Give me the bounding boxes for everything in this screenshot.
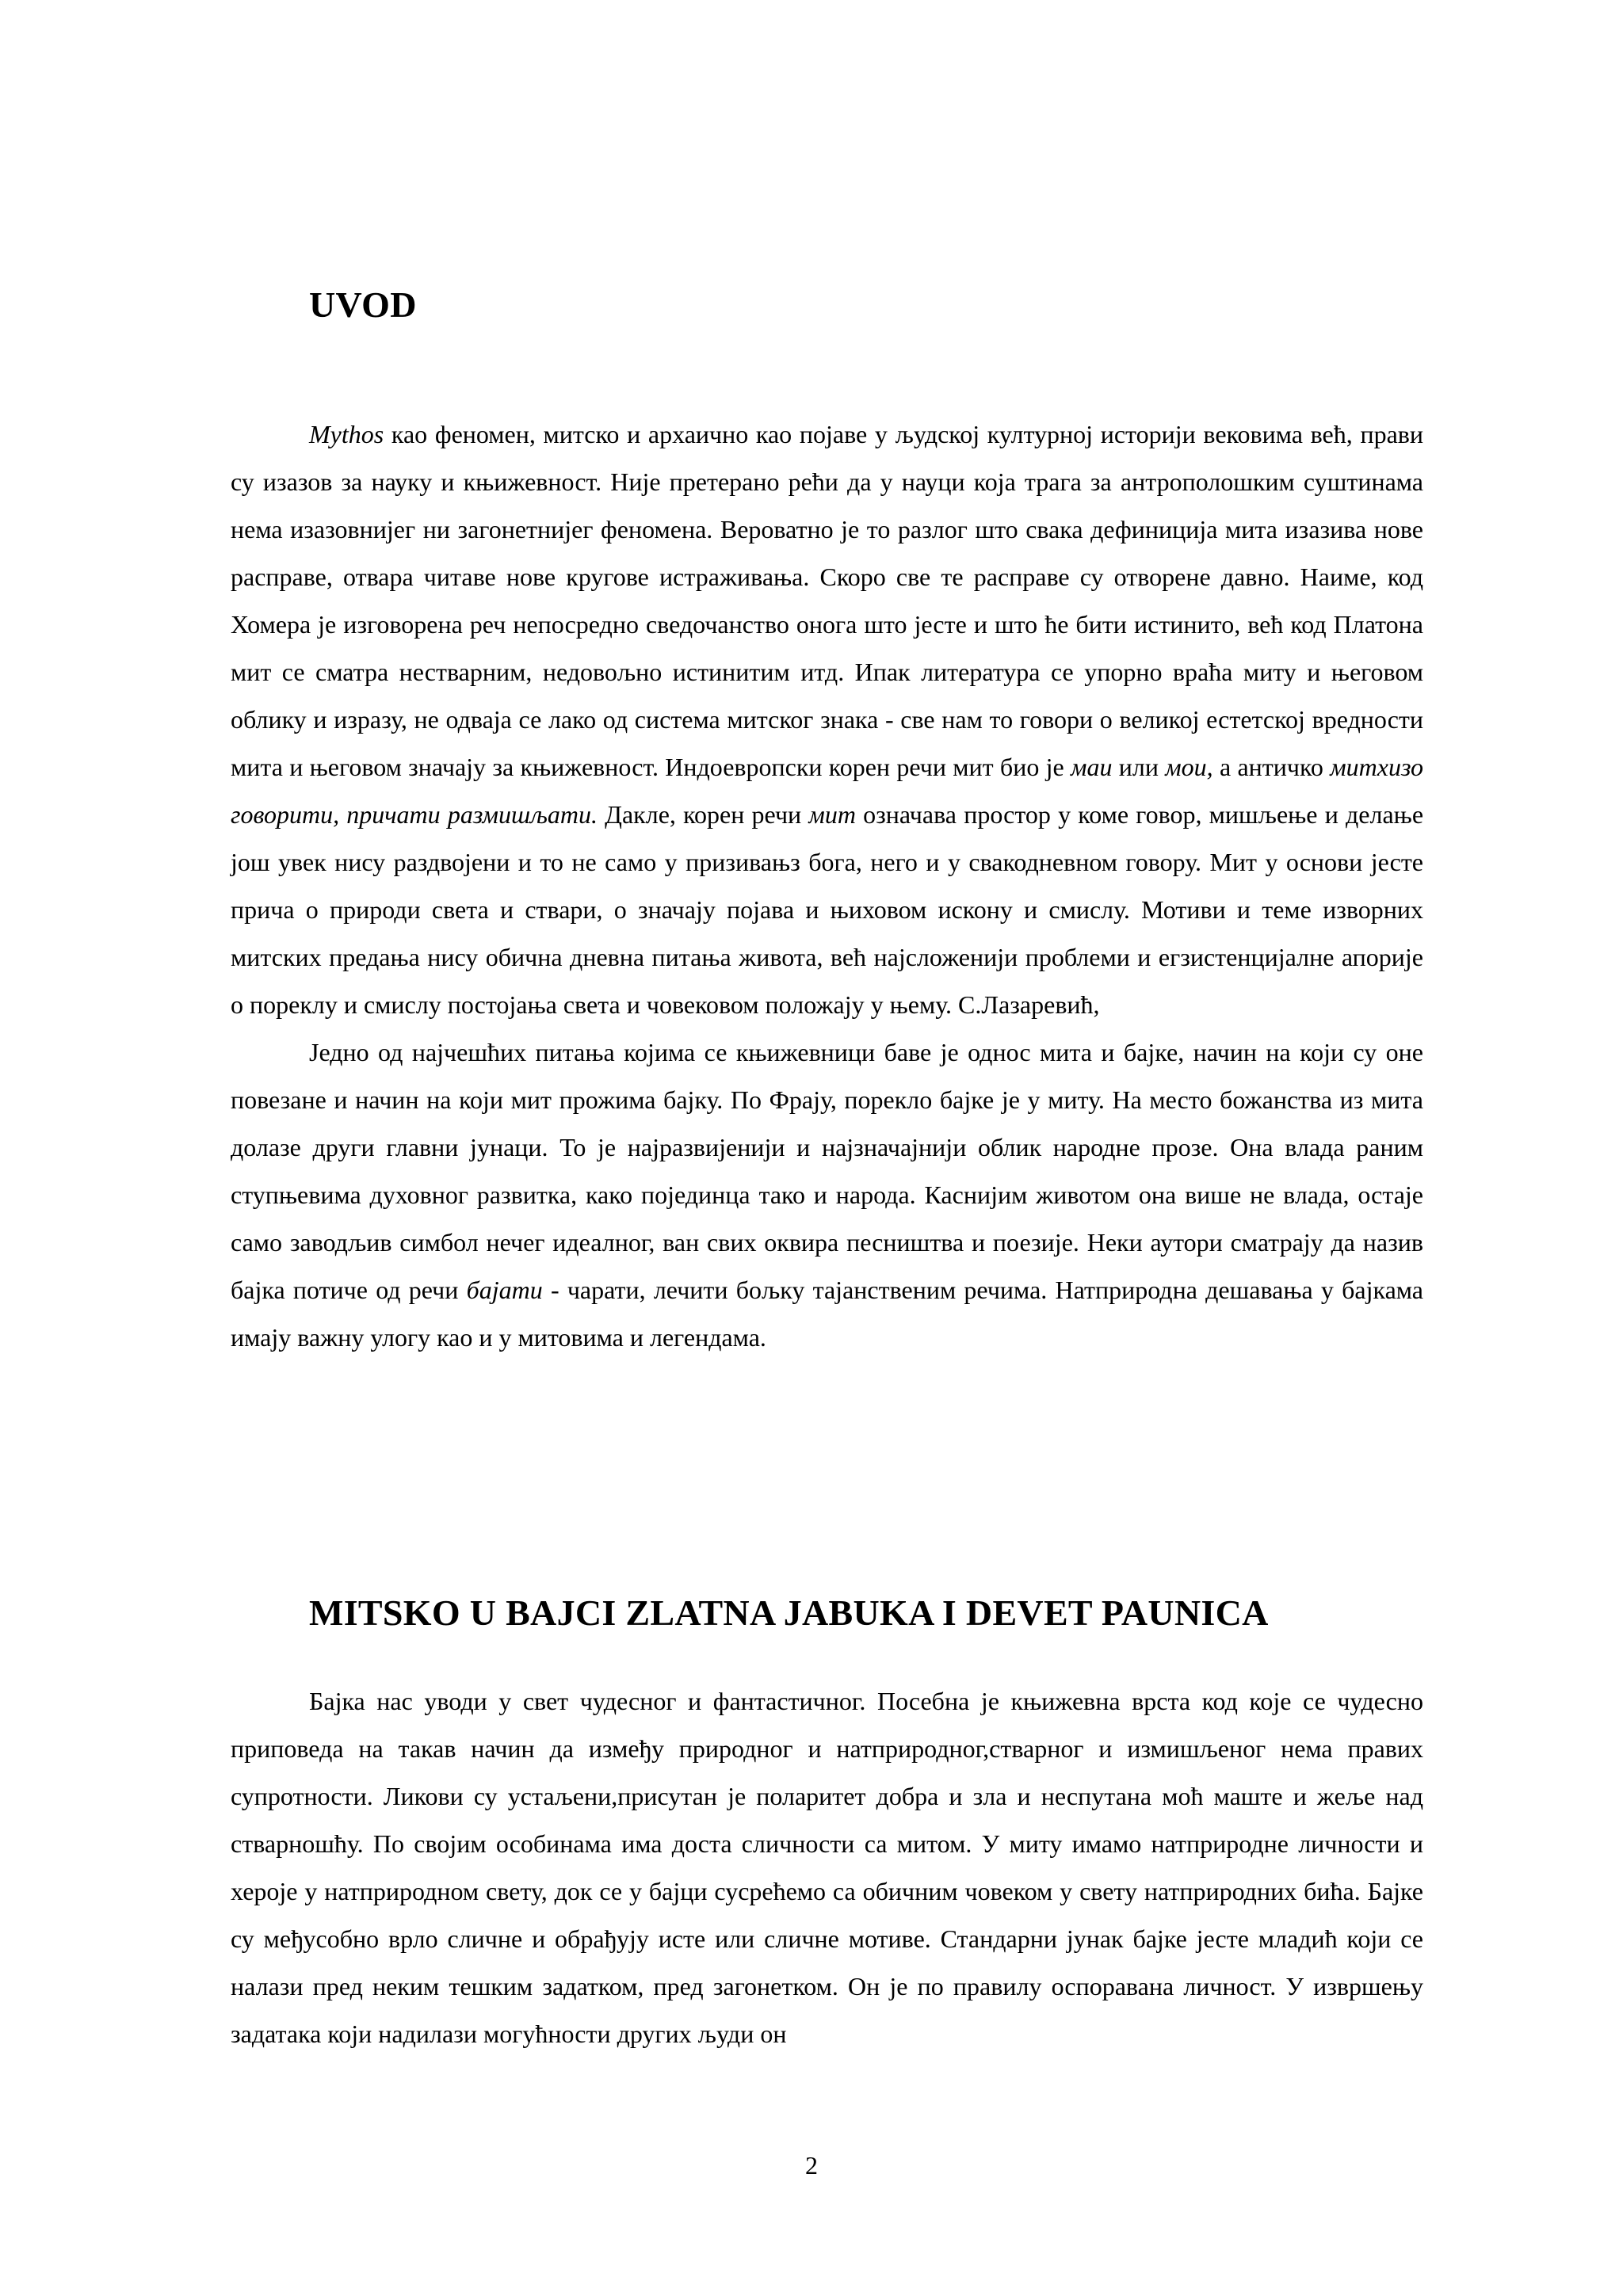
section-body-mitsko — [231, 1677, 1423, 2058]
text-run: Бајка нас уводи у свет чудесног и фантастичног. Посебна је књижевна врста код које се чудесно приповеда на такав начин да између природног и натприродног,стварног и измишљеног нема правих супротности. Ликови су устаљени,присутан је поларитет добра и зла и неспутана моћ маште и жеље над стварношћу. По својим особинама има доста сличности са митом. У миту имамо натприродне личности и хероје у натприродном свету, док се у бајци сусрећемо са обичним човеком у свету натприродних бића. Бајке су међусобно врло сличне и обрађују исте или сличне мотиве. Стандарни јунак бајке јесте младић који се налази пред неким тешким задатком, пред загонетком. Он је по правилу оспоравана личност. У извршењу задатака који надилази могућности других људи он — [231, 1687, 1423, 2048]
section-heading-uvod: UVOD — [309, 284, 417, 325]
paragraph — [231, 1677, 1423, 2058]
text-run: као феномен, митско и архаично као појаве у људској културној историји вековима већ, прави су изазов за науку и књижевност. Није претерано рећи да у науци која трага за антрополошким суштинама нема изазовнијег ни загонетнијег феномена. Вероватно је то разлог што свака дефиниција мита изазива нове расправе, отвара читаве нове кругове истраживања. Скоро све те расправе су отворене давно. Наиме, код Хомера је изговорена реч непосредно сведочанство онога што јесте и што ће бити истинито, већ код Платона мит се сматра нестварним, недовољно истинитим итд. Ипак литература се упорно враћа миту и његовом облику и изразу, не одваја се лако од система митског знака - све нам то говори о великој естетској вредности мита и његовом значају за књижевност. Индоевропски корен речи мит био је — [231, 420, 1423, 781]
italic-text: Mythos — [309, 420, 384, 448]
page-number: 2 — [805, 2151, 818, 2180]
paragraph — [231, 1028, 1423, 1361]
italic-text: бајати — [466, 1276, 543, 1304]
italic-text: митхизо говорити, причати размишљати. — [231, 753, 1424, 829]
text-run: означава простор у коме говор, мишљење и делање још увек нису раздвојени и то не само у призивањз бога, него и у свакодневном говору. Мит у основи јесте прича о природи света и ствари, о значају појава и њиховом искону и смислу. Мотиви и теме изворних митских предања нису обична дневна питања живота, већ најсложенији проблеми и егзистенцијалне апорије о пореклу и смислу постојања света и човековом положају у њему. С.Лазаревић, — [231, 800, 1424, 1019]
italic-text: мои, — [1165, 753, 1213, 781]
italic-text: маи — [1071, 753, 1113, 781]
section-body-uvod — [231, 410, 1423, 1361]
text-run: а античко — [1212, 753, 1331, 781]
paragraph — [231, 410, 1423, 1028]
text-run: или — [1112, 753, 1166, 781]
section-heading-mitsko: MITSKO U BAJCI ZLATNA JABUKA I DEVET PAUNICA — [309, 1592, 1269, 1633]
text-run: Једно од најчешћих питања којима се књижевници баве је однос мита и бајке, начин на који су оне повезане и начин на који мит прожима бајку. По Фрају, порекло бајке је у миту. На место божанства из мита долазе други главни јунаци. То је најразвијенији и најзначајнији облик народне прозе. Она влада раним ступњевима духовног развитка, како појединца тако и народа. Каснијим животом она више не влада, остаје само заводљив симбол нечег идеалног, ван свих оквира песништва и поезије. Неки аутори сматрају да назив бајка потиче од речи — [231, 1038, 1423, 1304]
text-run: - чарати, лечити бољку тајанственим речима. Натприродна дешавања у бајкама имају важну улогу као и у митовима и легендама. — [231, 1276, 1424, 1352]
text-run: Дакле, корен речи — [597, 800, 809, 829]
italic-text: мит — [808, 800, 856, 829]
